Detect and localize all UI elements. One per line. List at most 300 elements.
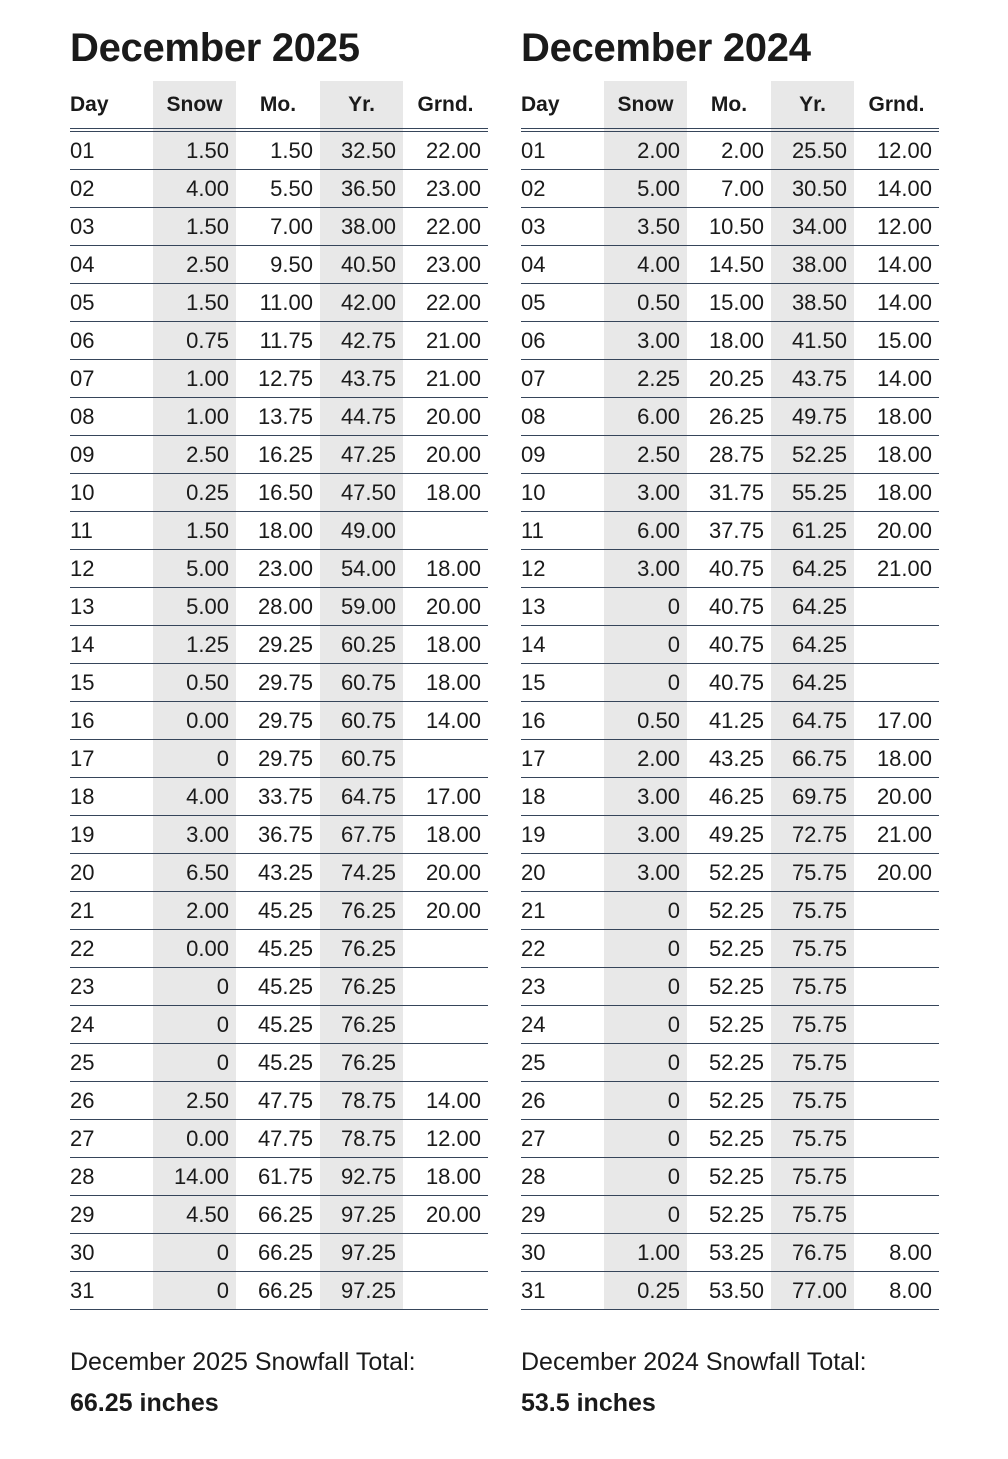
cell-month-total: 40.75	[687, 664, 771, 702]
cell-year-total: 76.25	[320, 1044, 403, 1082]
cell-snow: 1.25	[153, 626, 236, 664]
cell-year-total: 40.50	[320, 246, 403, 284]
cell-month-total: 29.25	[236, 626, 320, 664]
total-value: 53.5 inches	[521, 1389, 656, 1417]
table-row	[521, 284, 939, 322]
cell-year-total: 64.75	[771, 702, 854, 740]
table-row	[70, 284, 488, 322]
cell-ground	[403, 740, 488, 778]
cell-year-total: 97.25	[320, 1234, 403, 1272]
cell-ground	[854, 1158, 939, 1196]
cell-month-total: 20.25	[687, 360, 771, 398]
cell-ground: 18.00	[854, 474, 939, 512]
cell-year-total: 49.75	[771, 398, 854, 436]
cell-month-total: 47.75	[236, 1082, 320, 1120]
cell-year-total: 66.75	[771, 740, 854, 778]
cell-ground	[403, 512, 488, 550]
total-label: December 2024 Snowfall Total:	[521, 1348, 867, 1376]
cell-ground: 8.00	[854, 1272, 939, 1310]
cell-ground	[403, 1234, 488, 1272]
table-row	[70, 1158, 488, 1196]
cell-year-total: 92.75	[320, 1158, 403, 1196]
cell-month-total: 53.50	[687, 1272, 771, 1310]
cell-snow: 0.00	[153, 1120, 236, 1158]
cell-day: 11	[521, 512, 604, 550]
cell-month-total: 12.75	[236, 360, 320, 398]
cell-year-total: 38.50	[771, 284, 854, 322]
cell-year-total: 36.50	[320, 170, 403, 208]
cell-year-total: 30.50	[771, 170, 854, 208]
cell-snow: 4.00	[153, 170, 236, 208]
cell-snow: 3.00	[604, 854, 687, 892]
header-row	[70, 81, 488, 130]
cell-day: 08	[70, 398, 153, 436]
cell-ground	[854, 1006, 939, 1044]
cell-month-total: 5.50	[236, 170, 320, 208]
cell-month-total: 43.25	[236, 854, 320, 892]
cell-day: 25	[521, 1044, 604, 1082]
cell-month-total: 52.25	[687, 1196, 771, 1234]
cell-year-total: 52.25	[771, 436, 854, 474]
header-day: Day	[521, 81, 604, 130]
cell-month-total: 66.25	[236, 1234, 320, 1272]
cell-day: 31	[70, 1272, 153, 1310]
cell-year-total: 60.25	[320, 626, 403, 664]
table-row	[521, 1158, 939, 1196]
cell-ground: 18.00	[403, 816, 488, 854]
december-2024-panel	[521, 24, 939, 1310]
cell-year-total: 38.00	[771, 246, 854, 284]
cell-day: 20	[70, 854, 153, 892]
cell-year-total: 38.00	[320, 208, 403, 246]
table-row	[70, 968, 488, 1006]
cell-ground: 22.00	[403, 284, 488, 322]
cell-month-total: 37.75	[687, 512, 771, 550]
cell-day: 01	[70, 130, 153, 170]
table-row	[70, 1082, 488, 1120]
cell-year-total: 75.75	[771, 854, 854, 892]
cell-year-total: 25.50	[771, 130, 854, 170]
cell-ground: 12.00	[854, 208, 939, 246]
cell-day: 28	[70, 1158, 153, 1196]
cell-day: 06	[521, 322, 604, 360]
cell-month-total: 52.25	[687, 1006, 771, 1044]
cell-month-total: 66.25	[236, 1272, 320, 1310]
cell-snow: 3.50	[604, 208, 687, 246]
cell-ground: 23.00	[403, 170, 488, 208]
cell-year-total: 32.50	[320, 130, 403, 170]
table-row	[521, 968, 939, 1006]
cell-month-total: 28.75	[687, 436, 771, 474]
cell-month-total: 10.50	[687, 208, 771, 246]
cell-day: 07	[521, 360, 604, 398]
cell-day: 25	[70, 1044, 153, 1082]
cell-day: 13	[521, 588, 604, 626]
cell-day: 28	[521, 1158, 604, 1196]
cell-snow: 14.00	[153, 1158, 236, 1196]
table-row	[521, 930, 939, 968]
cell-year-total: 97.25	[320, 1272, 403, 1310]
table-row	[70, 854, 488, 892]
cell-ground: 17.00	[854, 702, 939, 740]
cell-day: 17	[70, 740, 153, 778]
cell-snow: 4.00	[604, 246, 687, 284]
header-snow: Snow	[604, 81, 687, 130]
cell-snow: 0	[153, 1044, 236, 1082]
header-year: Yr.	[320, 81, 403, 130]
cell-ground: 18.00	[403, 474, 488, 512]
cell-year-total: 78.75	[320, 1120, 403, 1158]
cell-year-total: 76.25	[320, 892, 403, 930]
cell-ground	[403, 1006, 488, 1044]
cell-ground	[403, 968, 488, 1006]
table-row	[521, 664, 939, 702]
table-row	[70, 740, 488, 778]
cell-day: 14	[521, 626, 604, 664]
table-row	[70, 1234, 488, 1272]
cell-day: 21	[70, 892, 153, 930]
cell-month-total: 29.75	[236, 702, 320, 740]
cell-day: 01	[521, 130, 604, 170]
cell-ground	[403, 1044, 488, 1082]
cell-ground: 20.00	[403, 854, 488, 892]
cell-snow: 6.00	[604, 512, 687, 550]
cell-month-total: 45.25	[236, 892, 320, 930]
cell-day: 10	[70, 474, 153, 512]
cell-day: 09	[521, 436, 604, 474]
cell-day: 02	[70, 170, 153, 208]
cell-year-total: 54.00	[320, 550, 403, 588]
cell-snow: 0	[604, 588, 687, 626]
table-row	[521, 778, 939, 816]
table-row	[70, 626, 488, 664]
cell-year-total: 59.00	[320, 588, 403, 626]
cell-snow: 0	[604, 664, 687, 702]
cell-month-total: 40.75	[687, 588, 771, 626]
cell-month-total: 9.50	[236, 246, 320, 284]
cell-month-total: 43.25	[687, 740, 771, 778]
table-row	[70, 1120, 488, 1158]
cell-day: 20	[521, 854, 604, 892]
cell-snow: 5.00	[153, 550, 236, 588]
cell-day: 16	[521, 702, 604, 740]
cell-month-total: 33.75	[236, 778, 320, 816]
table-row	[521, 398, 939, 436]
cell-ground: 14.00	[403, 1082, 488, 1120]
table-row	[70, 246, 488, 284]
cell-snow: 4.00	[153, 778, 236, 816]
cell-ground: 14.00	[403, 702, 488, 740]
cell-ground: 18.00	[403, 1158, 488, 1196]
cell-month-total: 18.00	[687, 322, 771, 360]
cell-month-total: 13.75	[236, 398, 320, 436]
cell-snow: 0	[604, 968, 687, 1006]
cell-month-total: 52.25	[687, 1120, 771, 1158]
cell-snow: 0	[153, 740, 236, 778]
cell-month-total: 29.75	[236, 664, 320, 702]
cell-day: 03	[70, 208, 153, 246]
cell-day: 17	[521, 740, 604, 778]
cell-snow: 0	[153, 968, 236, 1006]
cell-snow: 3.00	[604, 322, 687, 360]
table-row	[70, 130, 488, 170]
cell-snow: 0.50	[153, 664, 236, 702]
cell-day: 09	[70, 436, 153, 474]
cell-ground	[403, 930, 488, 968]
cell-ground: 20.00	[403, 1196, 488, 1234]
table-row	[70, 1196, 488, 1234]
cell-snow: 5.00	[153, 588, 236, 626]
cell-snow: 2.00	[153, 892, 236, 930]
table-row	[70, 816, 488, 854]
cell-day: 24	[521, 1006, 604, 1044]
cell-ground: 18.00	[854, 398, 939, 436]
cell-snow: 3.00	[604, 550, 687, 588]
table-row	[521, 360, 939, 398]
cell-snow: 0.25	[604, 1272, 687, 1310]
cell-year-total: 76.75	[771, 1234, 854, 1272]
cell-day: 08	[521, 398, 604, 436]
cell-ground: 20.00	[854, 512, 939, 550]
cell-day: 30	[70, 1234, 153, 1272]
cell-snow: 0	[604, 626, 687, 664]
cell-day: 26	[521, 1082, 604, 1120]
cell-ground	[854, 1120, 939, 1158]
cell-month-total: 2.00	[687, 130, 771, 170]
cell-day: 27	[521, 1120, 604, 1158]
cell-month-total: 40.75	[687, 550, 771, 588]
cell-year-total: 75.75	[771, 968, 854, 1006]
cell-day: 19	[70, 816, 153, 854]
cell-year-total: 72.75	[771, 816, 854, 854]
cell-month-total: 45.25	[236, 1044, 320, 1082]
table-row	[521, 1272, 939, 1310]
cell-snow: 1.50	[153, 512, 236, 550]
cell-month-total: 52.25	[687, 1044, 771, 1082]
table-row	[70, 208, 488, 246]
header-month: Mo.	[236, 81, 320, 130]
header-ground: Grnd.	[403, 81, 488, 130]
cell-day: 22	[521, 930, 604, 968]
cell-year-total: 42.00	[320, 284, 403, 322]
cell-year-total: 78.75	[320, 1082, 403, 1120]
cell-month-total: 11.00	[236, 284, 320, 322]
table-row	[521, 512, 939, 550]
cell-snow: 3.00	[604, 816, 687, 854]
cell-month-total: 53.25	[687, 1234, 771, 1272]
table-row	[70, 892, 488, 930]
cell-year-total: 75.75	[771, 1044, 854, 1082]
table-row	[521, 1082, 939, 1120]
cell-snow: 1.00	[153, 360, 236, 398]
cell-year-total: 77.00	[771, 1272, 854, 1310]
month-title: December 2025	[70, 26, 360, 70]
cell-snow: 0.25	[153, 474, 236, 512]
cell-ground	[854, 1082, 939, 1120]
cell-month-total: 49.25	[687, 816, 771, 854]
cell-snow: 0.00	[153, 930, 236, 968]
cell-snow: 0	[604, 892, 687, 930]
table-row	[70, 778, 488, 816]
cell-ground: 8.00	[854, 1234, 939, 1272]
table-row	[70, 930, 488, 968]
table-row	[521, 1044, 939, 1082]
cell-month-total: 36.75	[236, 816, 320, 854]
table-row	[70, 702, 488, 740]
table-row	[70, 588, 488, 626]
cell-month-total: 16.50	[236, 474, 320, 512]
cell-month-total: 15.00	[687, 284, 771, 322]
table-row	[521, 436, 939, 474]
cell-year-total: 34.00	[771, 208, 854, 246]
cell-year-total: 76.25	[320, 930, 403, 968]
cell-month-total: 52.25	[687, 892, 771, 930]
cell-snow: 2.50	[153, 1082, 236, 1120]
cell-day: 10	[521, 474, 604, 512]
cell-snow: 0	[604, 1120, 687, 1158]
header-day: Day	[70, 81, 153, 130]
cell-snow: 1.50	[153, 130, 236, 170]
table-row	[70, 1006, 488, 1044]
cell-ground	[854, 1044, 939, 1082]
cell-ground: 21.00	[854, 816, 939, 854]
cell-month-total: 45.25	[236, 930, 320, 968]
table-row	[521, 740, 939, 778]
cell-month-total: 18.00	[236, 512, 320, 550]
cell-ground: 14.00	[854, 246, 939, 284]
cell-ground: 21.00	[403, 322, 488, 360]
cell-month-total: 7.00	[687, 170, 771, 208]
cell-ground: 14.00	[854, 360, 939, 398]
header-month: Mo.	[687, 81, 771, 130]
cell-month-total: 7.00	[236, 208, 320, 246]
cell-day: 05	[70, 284, 153, 322]
table-row	[521, 246, 939, 284]
cell-ground: 18.00	[403, 664, 488, 702]
cell-year-total: 75.75	[771, 892, 854, 930]
cell-year-total: 74.25	[320, 854, 403, 892]
cell-ground: 23.00	[403, 246, 488, 284]
cell-ground: 15.00	[854, 322, 939, 360]
cell-month-total: 28.00	[236, 588, 320, 626]
table-row	[521, 1120, 939, 1158]
cell-snow: 0	[604, 1158, 687, 1196]
table-row	[521, 892, 939, 930]
cell-year-total: 41.50	[771, 322, 854, 360]
cell-day: 16	[70, 702, 153, 740]
cell-ground: 12.00	[403, 1120, 488, 1158]
cell-year-total: 60.75	[320, 702, 403, 740]
cell-ground: 21.00	[854, 550, 939, 588]
cell-ground	[854, 892, 939, 930]
cell-month-total: 31.75	[687, 474, 771, 512]
cell-ground	[854, 1196, 939, 1234]
cell-month-total: 46.25	[687, 778, 771, 816]
december-2025-total	[70, 1342, 416, 1424]
cell-year-total: 75.75	[771, 1006, 854, 1044]
cell-snow: 0	[153, 1006, 236, 1044]
cell-day: 15	[521, 664, 604, 702]
table-row	[521, 854, 939, 892]
cell-month-total: 16.25	[236, 436, 320, 474]
cell-year-total: 64.25	[771, 588, 854, 626]
cell-year-total: 47.25	[320, 436, 403, 474]
cell-year-total: 61.25	[771, 512, 854, 550]
cell-snow: 0	[604, 1006, 687, 1044]
cell-year-total: 64.25	[771, 664, 854, 702]
cell-day: 29	[521, 1196, 604, 1234]
table-row	[521, 170, 939, 208]
cell-year-total: 64.25	[771, 626, 854, 664]
cell-month-total: 52.25	[687, 1158, 771, 1196]
cell-day: 24	[70, 1006, 153, 1044]
table-row	[521, 1196, 939, 1234]
cell-year-total: 75.75	[771, 930, 854, 968]
table-row	[521, 208, 939, 246]
table-row	[521, 588, 939, 626]
cell-year-total: 55.25	[771, 474, 854, 512]
cell-snow: 2.50	[604, 436, 687, 474]
cell-month-total: 52.25	[687, 930, 771, 968]
cell-day: 04	[70, 246, 153, 284]
cell-snow: 3.00	[604, 778, 687, 816]
cell-snow: 1.50	[153, 284, 236, 322]
december-2024-total	[521, 1342, 867, 1424]
cell-ground: 18.00	[403, 550, 488, 588]
cell-snow: 0.50	[604, 702, 687, 740]
cell-day: 04	[521, 246, 604, 284]
cell-ground: 20.00	[403, 892, 488, 930]
cell-year-total: 75.75	[771, 1082, 854, 1120]
cell-month-total: 11.75	[236, 322, 320, 360]
cell-month-total: 14.50	[687, 246, 771, 284]
cell-month-total: 40.75	[687, 626, 771, 664]
table-row	[70, 1044, 488, 1082]
cell-day: 31	[521, 1272, 604, 1310]
cell-day: 23	[521, 968, 604, 1006]
cell-ground: 17.00	[403, 778, 488, 816]
cell-snow: 0	[604, 930, 687, 968]
cell-snow: 3.00	[604, 474, 687, 512]
cell-day: 15	[70, 664, 153, 702]
cell-snow: 2.00	[604, 740, 687, 778]
cell-month-total: 29.75	[236, 740, 320, 778]
header-row	[521, 81, 939, 130]
cell-year-total: 43.75	[771, 360, 854, 398]
cell-day: 02	[521, 170, 604, 208]
cell-snow: 6.50	[153, 854, 236, 892]
cell-year-total: 60.75	[320, 740, 403, 778]
december-2025-panel	[70, 24, 488, 1310]
cell-snow: 0.50	[604, 284, 687, 322]
cell-ground	[854, 588, 939, 626]
cell-day: 27	[70, 1120, 153, 1158]
cell-day: 18	[70, 778, 153, 816]
cell-day: 03	[521, 208, 604, 246]
snowfall-table	[70, 81, 488, 1310]
cell-snow: 2.00	[604, 130, 687, 170]
cell-snow: 2.50	[153, 246, 236, 284]
cell-month-total: 66.25	[236, 1196, 320, 1234]
cell-day: 12	[70, 550, 153, 588]
cell-day: 07	[70, 360, 153, 398]
month-title: December 2024	[521, 26, 811, 70]
cell-ground: 20.00	[854, 854, 939, 892]
cell-year-total: 76.25	[320, 1006, 403, 1044]
cell-snow: 6.00	[604, 398, 687, 436]
cell-year-total: 75.75	[771, 1158, 854, 1196]
cell-snow: 2.50	[153, 436, 236, 474]
